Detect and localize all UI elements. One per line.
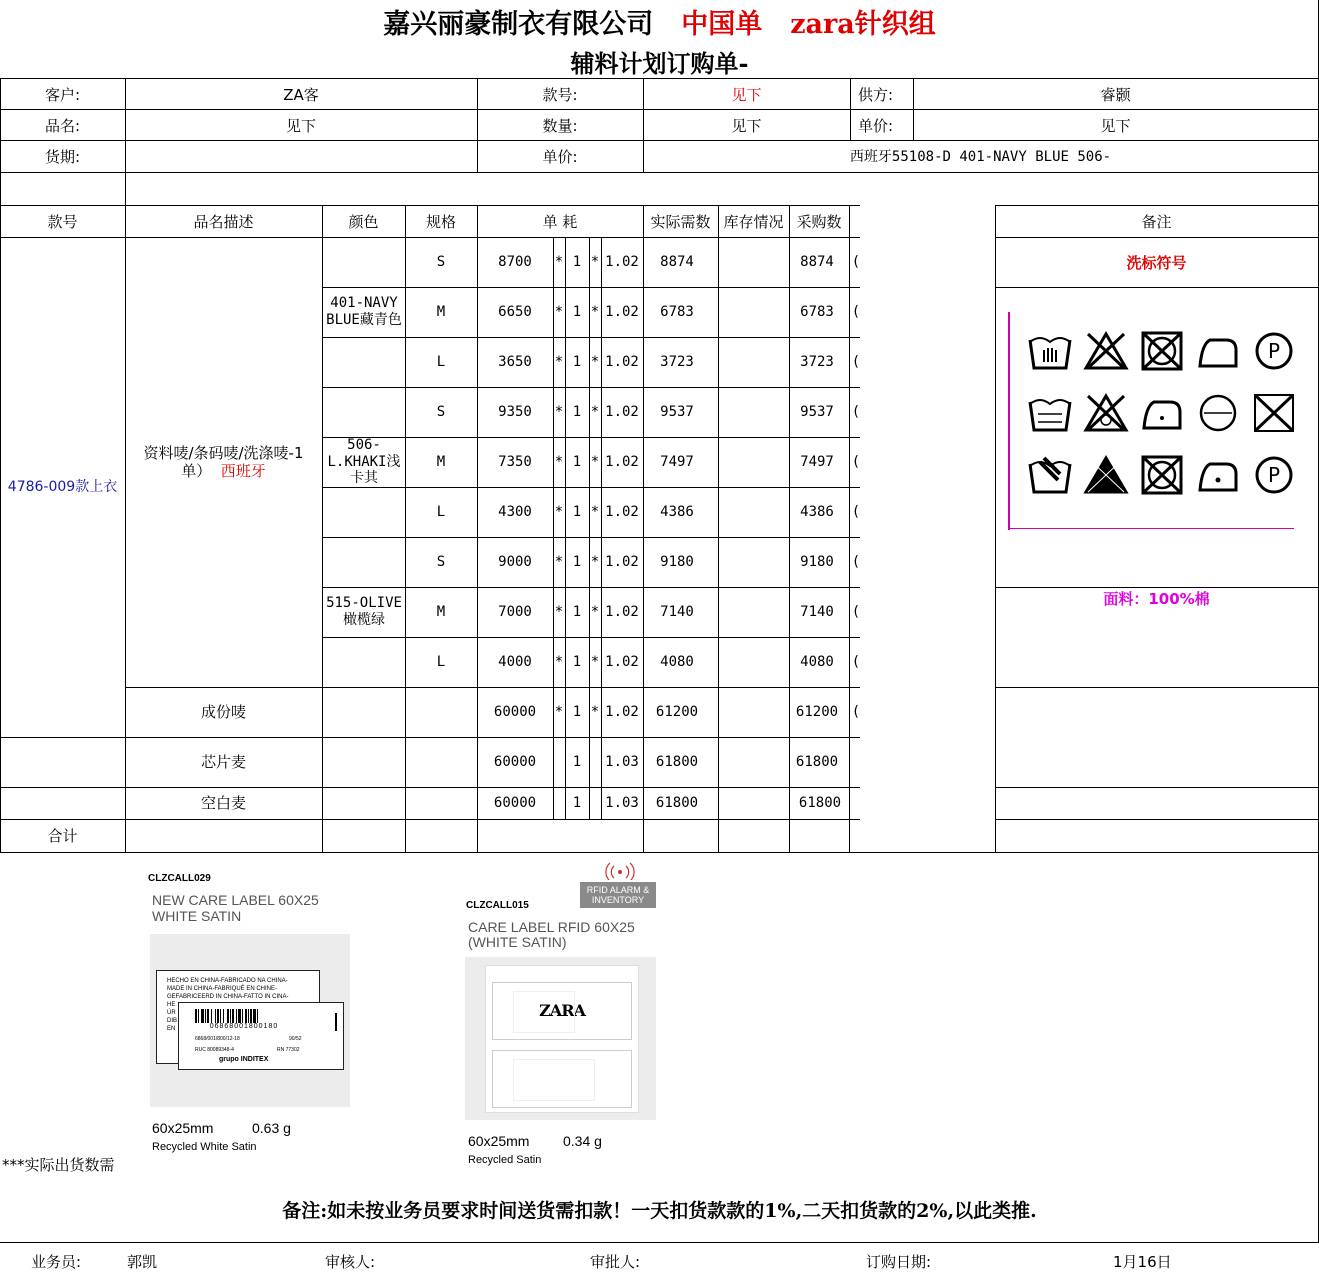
actual-qty: 4080: [660, 653, 694, 670]
col-color: 颜色: [348, 212, 379, 231]
iron-icon: [1200, 340, 1236, 366]
size-cell: L: [436, 503, 446, 520]
label-a-line: MADE IN CHINA-FABRIQUÉ EN CHINE-: [167, 986, 278, 992]
document-title: [0, 2, 1319, 41]
multiply-sign: *: [554, 553, 564, 570]
overflow-char: (: [851, 403, 861, 420]
price2-value: 西班牙55108-D 401-NAVY BLUE 506-: [849, 148, 1112, 165]
dryclean-p-icon: [1257, 458, 1291, 492]
qty-value: 见下: [731, 116, 762, 135]
multiply-sign: *: [554, 403, 564, 420]
label-b-material: Recycled Satin: [468, 1154, 542, 1166]
multiply-sign: *: [554, 303, 564, 320]
no-tumble-icon: [1143, 333, 1181, 369]
multiply-sign: *: [554, 603, 564, 620]
multiply-sign: *: [590, 253, 600, 270]
size-cell: M: [436, 453, 446, 470]
label-a-size: 60x25mm: [152, 1120, 214, 1136]
supplier-label: 供方:: [858, 85, 894, 104]
penalty-note: 备注:如未按业务员要求时间送货需扣款！一天扣货款款的1%,二天扣货款的2%,以此类推.: [282, 1200, 1037, 1222]
no-bleach-icon: [1086, 334, 1126, 368]
purchase-qty: 7140: [800, 603, 834, 620]
label-a-name2: WHITE SATIN: [152, 908, 242, 924]
rfid-badge: RFID ALARM & INVENTORY: [580, 882, 656, 908]
accessory-name: 空白麦: [200, 794, 246, 812]
total-label: 合计: [47, 827, 78, 845]
label-a-line: HECHO EN CHINA-FABRICADO NA CHINA-: [167, 978, 288, 984]
zara-logo: ZARA: [539, 1001, 585, 1020]
grid-line: [0, 852, 1319, 853]
actual-qty: 8874: [660, 253, 694, 270]
label-a-image: [150, 934, 350, 1107]
grid-line: [995, 205, 996, 852]
col-desc: 品名描述: [193, 212, 254, 231]
factor: 1: [572, 453, 582, 470]
loss-rate: 1.02: [605, 253, 639, 270]
color-khaki: 506-L.KHAKI浅卡其: [327, 436, 401, 487]
wash-30-icon: [1030, 400, 1070, 430]
actual-qty: 61800: [655, 753, 699, 770]
price-label: 单价:: [858, 116, 894, 135]
iron-temp-icon: [1144, 402, 1180, 428]
purchase-qty: 7497: [800, 453, 834, 470]
overflow-char: (: [851, 503, 861, 520]
size-cell: S: [436, 253, 446, 270]
order-qty: 60000: [493, 753, 537, 770]
label-a-line: ÚR: [167, 1010, 176, 1016]
rfid-signal-icon: [600, 862, 640, 880]
description-cell: [130, 237, 317, 687]
purchase-qty: 61800: [798, 794, 842, 811]
label-card-a: [140, 868, 360, 1158]
actual-qty: 3723: [660, 353, 694, 370]
loss-rate: 1.02: [605, 503, 639, 520]
document-subtitle: 辅料计划订购单-: [570, 49, 749, 78]
price-value: 见下: [1100, 116, 1131, 135]
factor: 1: [572, 353, 582, 370]
col-style: 款号: [47, 212, 78, 231]
supplier-value: 睿颢: [1100, 85, 1131, 104]
purchase-qty: 4080: [800, 653, 834, 670]
grid-line: [0, 1242, 1319, 1243]
order-qty: 60000: [493, 794, 537, 811]
label-a-meta1b: 90/52: [289, 1036, 302, 1042]
svg-text:P: P: [1267, 339, 1281, 363]
loss-rate: 1.02: [605, 403, 639, 420]
grid-line: [322, 205, 323, 852]
size-cell: S: [436, 403, 446, 420]
order-qty: 7000: [498, 603, 532, 620]
delivery-value: [125, 141, 477, 173]
multiply-sign: *: [590, 603, 600, 620]
multiply-sign: *: [554, 503, 564, 520]
salesman-value: 郭凯: [127, 1253, 158, 1271]
purchase-qty: 4386: [800, 503, 834, 520]
grid-line: [995, 687, 1319, 688]
hand-wash-icon: [1030, 458, 1070, 492]
loss-rate: 1.02: [605, 453, 639, 470]
date-label: 订购日期:: [866, 1253, 932, 1271]
order-qty: 4000: [498, 653, 532, 670]
reviewer-label: 审核人:: [325, 1253, 376, 1271]
label-a-line: GEFABRICEERD IN CHINA-FATTO IN CINA-: [167, 994, 289, 1000]
wash-hand-icon: [1030, 338, 1070, 368]
size-cell: M: [436, 303, 446, 320]
multiply-sign: [589, 787, 601, 819]
delivery-label: 货期:: [44, 148, 81, 166]
barcode: [195, 1009, 291, 1023]
multiply-sign: *: [590, 353, 600, 370]
order-qty: 7350: [498, 453, 532, 470]
loss-rate: 1.02: [605, 303, 639, 320]
order-qty: 8700: [498, 253, 532, 270]
purchase-qty: 61800: [795, 753, 839, 770]
care-symbols: [1008, 312, 1294, 530]
label-a-line: HE: [167, 1002, 176, 1008]
overflow-char: (: [851, 653, 861, 670]
name-label: 品名:: [44, 116, 81, 135]
group-name: zara针织组: [790, 9, 936, 40]
name-value: 见下: [285, 116, 316, 135]
factor: 1: [572, 303, 582, 320]
order-qty: 6650: [498, 303, 532, 320]
purchase-qty: 9537: [800, 403, 834, 420]
dryclean-p-icon: [1257, 334, 1291, 368]
factor: 1: [572, 253, 582, 270]
grid-line: [995, 787, 1319, 788]
fabric-composition: 面料：100%棉: [1103, 590, 1210, 608]
qty-label: 数量:: [542, 116, 578, 135]
loss-rate: 1.03: [605, 794, 639, 811]
description-text: 资料唛/条码唛/洗涤唛-1单）: [143, 444, 304, 480]
salesman-label: 业务员:: [31, 1253, 82, 1271]
factor: 1: [572, 403, 582, 420]
purchase-qty: 3723: [800, 353, 834, 370]
svg-text:P: P: [1267, 463, 1281, 487]
grid-line: [849, 205, 850, 852]
label-b-image: [465, 957, 656, 1120]
label-a-meta2: RUC 80089348-4: [195, 1047, 234, 1053]
multiply-sign: [553, 787, 565, 819]
actual-qty: 4386: [660, 503, 694, 520]
factor: 1: [572, 653, 582, 670]
style-label: 款号:: [542, 85, 578, 104]
approver-label: 审批人:: [590, 1253, 641, 1271]
label-a-line: DIB: [167, 1018, 178, 1024]
label-b-code: CLZCALL015: [466, 900, 529, 911]
label-a-meta2b: RN 77302: [277, 1047, 300, 1053]
accessory-name: 成份唛: [200, 703, 246, 721]
order-qty: 9350: [498, 403, 532, 420]
style-number: 4786-009款上衣: [7, 478, 118, 495]
bleach-icon: [1086, 458, 1126, 492]
label-b-weight: 0.34 g: [563, 1133, 602, 1149]
col-actual: 实际需数: [650, 212, 711, 231]
grid-line: [718, 205, 719, 852]
col-stock: 库存情况: [723, 212, 784, 231]
loss-rate: 1.02: [605, 553, 639, 570]
overflow-char: [852, 737, 860, 787]
multiply-sign: *: [554, 253, 564, 270]
ship-note: ***实际出货数需: [2, 1156, 115, 1174]
description-country: 西班牙: [220, 462, 266, 480]
loss-rate: 1.02: [605, 703, 639, 720]
loss-rate: 1.02: [605, 653, 639, 670]
care-symbol-title: 洗标符号: [1126, 254, 1187, 272]
actual-qty: 61800: [655, 794, 699, 811]
overflow-char: [852, 787, 860, 819]
overflow-char: (: [851, 253, 861, 270]
label-a-front: [178, 1002, 344, 1070]
iron-low-icon: [1200, 464, 1236, 490]
order-qty: 60000: [493, 703, 537, 720]
overflow-char: (: [851, 353, 861, 370]
label-a-weight: 0.63 g: [252, 1120, 291, 1136]
overflow-char: (: [851, 303, 861, 320]
loss-rate: 1.02: [605, 353, 639, 370]
label-b-name1: CARE LABEL RFID 60X25: [468, 919, 635, 935]
overflow-char: (: [851, 453, 861, 470]
factor: 1: [572, 503, 582, 520]
style-value: 见下: [731, 85, 762, 104]
label-b-name2: (WHITE SATIN): [468, 934, 567, 950]
date-value: 1月16日: [1113, 1253, 1172, 1271]
multiply-sign: *: [590, 403, 600, 420]
size-cell: M: [436, 603, 446, 620]
factor: 1: [572, 553, 582, 570]
multiply-sign: *: [590, 653, 600, 670]
accessory-name: 芯片麦: [200, 753, 246, 771]
overflow-char: (: [851, 603, 861, 620]
multiply-sign: *: [590, 503, 600, 520]
actual-qty: 9180: [660, 553, 694, 570]
actual-qty: 9537: [660, 403, 694, 420]
order-qty: 4300: [498, 503, 532, 520]
grid-line: [125, 172, 126, 206]
price2-label: 单价:: [542, 148, 578, 166]
label-card-b: [460, 860, 670, 1170]
size-cell: L: [436, 353, 446, 370]
multiply-sign: *: [590, 553, 600, 570]
care-symbols-panel: [1008, 312, 1294, 530]
inditex-logo: grupo INDITEX: [219, 1056, 269, 1063]
order-qty: 9000: [498, 553, 532, 570]
loss-rate: 1.02: [605, 603, 639, 620]
no-dry-icon: [1255, 395, 1293, 431]
label-a-line: EN: [167, 1026, 176, 1032]
color-navy: 401-NAVY BLUE藏青色: [326, 295, 402, 328]
loss-rate: 1.03: [605, 753, 639, 770]
factor: 1: [572, 703, 582, 720]
overflow-char: (: [851, 703, 861, 720]
factor: 1: [572, 753, 582, 770]
barcode-number: 06868001800180: [209, 1023, 279, 1030]
customer-value: ZA客: [283, 85, 319, 104]
factor: 1: [572, 794, 582, 811]
label-a-meta1: 6868/001/800/12-18: [195, 1036, 240, 1042]
col-remark: 备注: [1141, 212, 1172, 231]
dryclean-kr-icon: [1201, 396, 1235, 430]
multiply-sign: *: [590, 303, 600, 320]
multiply-sign: *: [554, 353, 564, 370]
multiply-sign: [553, 737, 565, 787]
multiply-sign: *: [554, 653, 564, 670]
actual-qty: 61200: [655, 703, 699, 720]
no-tumble-icon: [1143, 457, 1181, 493]
color-olive: 515-OLIVE橄榄绿: [326, 595, 402, 628]
no-chlorine-icon: [1086, 396, 1126, 430]
multiply-sign: *: [590, 703, 600, 720]
label-a-name1: NEW CARE LABEL 60X25: [152, 892, 319, 908]
purchase-qty: 9180: [800, 553, 834, 570]
purchase-qty: 8874: [800, 253, 834, 270]
order-type: 中国单: [681, 9, 763, 40]
purchase-qty: 61200: [795, 703, 839, 720]
multiply-sign: *: [554, 453, 564, 470]
actual-qty: 6783: [660, 303, 694, 320]
label-a-code: CLZCALL029: [148, 873, 211, 884]
multiply-sign: *: [554, 703, 564, 720]
actual-qty: 7140: [660, 603, 694, 620]
overflow-char: (: [851, 553, 861, 570]
order-qty: 3650: [498, 353, 532, 370]
label-a-material: Recycled White Satin: [152, 1141, 257, 1153]
grid-line: [995, 819, 1319, 820]
factor: 1: [572, 603, 582, 620]
multiply-sign: [589, 737, 601, 787]
col-consumption: 单 耗: [542, 212, 578, 231]
actual-qty: 7497: [660, 453, 694, 470]
customer-label: 客户:: [44, 85, 81, 104]
company-name: 嘉兴丽豪制衣有限公司: [383, 9, 654, 40]
size-cell: L: [436, 653, 446, 670]
purchase-qty: 6783: [800, 303, 834, 320]
size-cell: S: [436, 553, 446, 570]
label-b-size: 60x25mm: [468, 1133, 530, 1149]
col-size: 规格: [425, 212, 456, 231]
multiply-sign: *: [590, 453, 600, 470]
col-purchase: 采购数: [796, 212, 842, 231]
grid-line: [0, 819, 860, 820]
